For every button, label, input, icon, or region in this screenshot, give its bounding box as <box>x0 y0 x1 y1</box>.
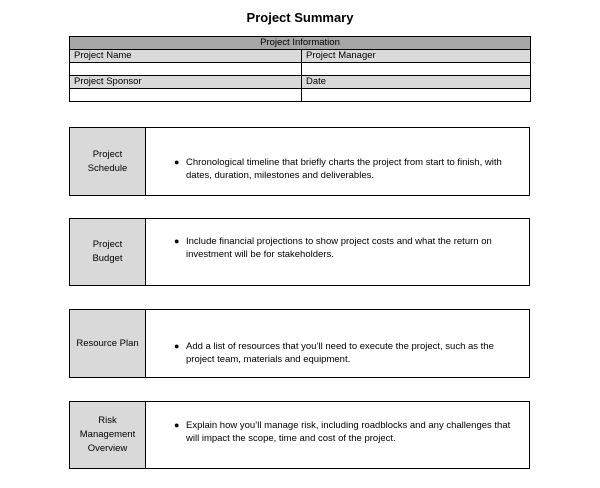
project-information-header: Project Information <box>70 37 531 50</box>
date-label: Date <box>302 76 531 89</box>
section-label-text: Project Schedule <box>87 148 128 174</box>
section-label <box>70 219 146 285</box>
section-label-text: Project Budget <box>92 239 123 264</box>
project-budget-section <box>69 218 530 286</box>
project-name-value[interactable] <box>70 63 302 76</box>
project-sponsor-label: Project Sponsor <box>70 76 302 89</box>
project-name-label: Project Name <box>70 50 302 63</box>
date-value[interactable] <box>302 89 531 102</box>
project-schedule-section <box>69 127 530 196</box>
section-text: Explain how you’ll manage risk, including roadblocks and any challenges that will impact the scope, time and cost of the project. <box>186 420 511 444</box>
section-text: Chronological timeline that briefly charts the project from start to finish, with dates, duration, milestones and deliverables. <box>186 157 502 181</box>
section-content[interactable] <box>146 310 529 377</box>
project-manager-label: Project Manager <box>302 50 531 63</box>
section-text: Include financial projections to show project costs and what the return on investment will be for stakeholders. <box>186 236 492 260</box>
bullet-icon: ● <box>174 341 180 351</box>
bullet-icon: ● <box>174 157 180 167</box>
project-manager-value[interactable] <box>302 63 531 76</box>
project-information-table <box>69 36 531 102</box>
section-label <box>70 128 146 195</box>
section-label-text: Risk Management Overview <box>79 415 136 454</box>
risk-management-overview-section <box>69 401 530 469</box>
section-label-text: Resource Plan <box>76 337 139 349</box>
section-label <box>70 310 146 377</box>
bullet-icon: ● <box>174 420 180 430</box>
section-text: Add a list of resources that you’ll need to execute the project, such as the project team, materials and equipment. <box>186 341 494 365</box>
page-title: Project Summary <box>246 10 354 25</box>
section-content[interactable] <box>146 402 529 468</box>
bullet-icon: ● <box>174 236 180 246</box>
section-content[interactable] <box>146 128 529 195</box>
resource-plan-section <box>69 309 530 378</box>
section-label <box>70 402 146 468</box>
section-content[interactable] <box>146 219 529 285</box>
project-sponsor-value[interactable] <box>70 89 302 102</box>
